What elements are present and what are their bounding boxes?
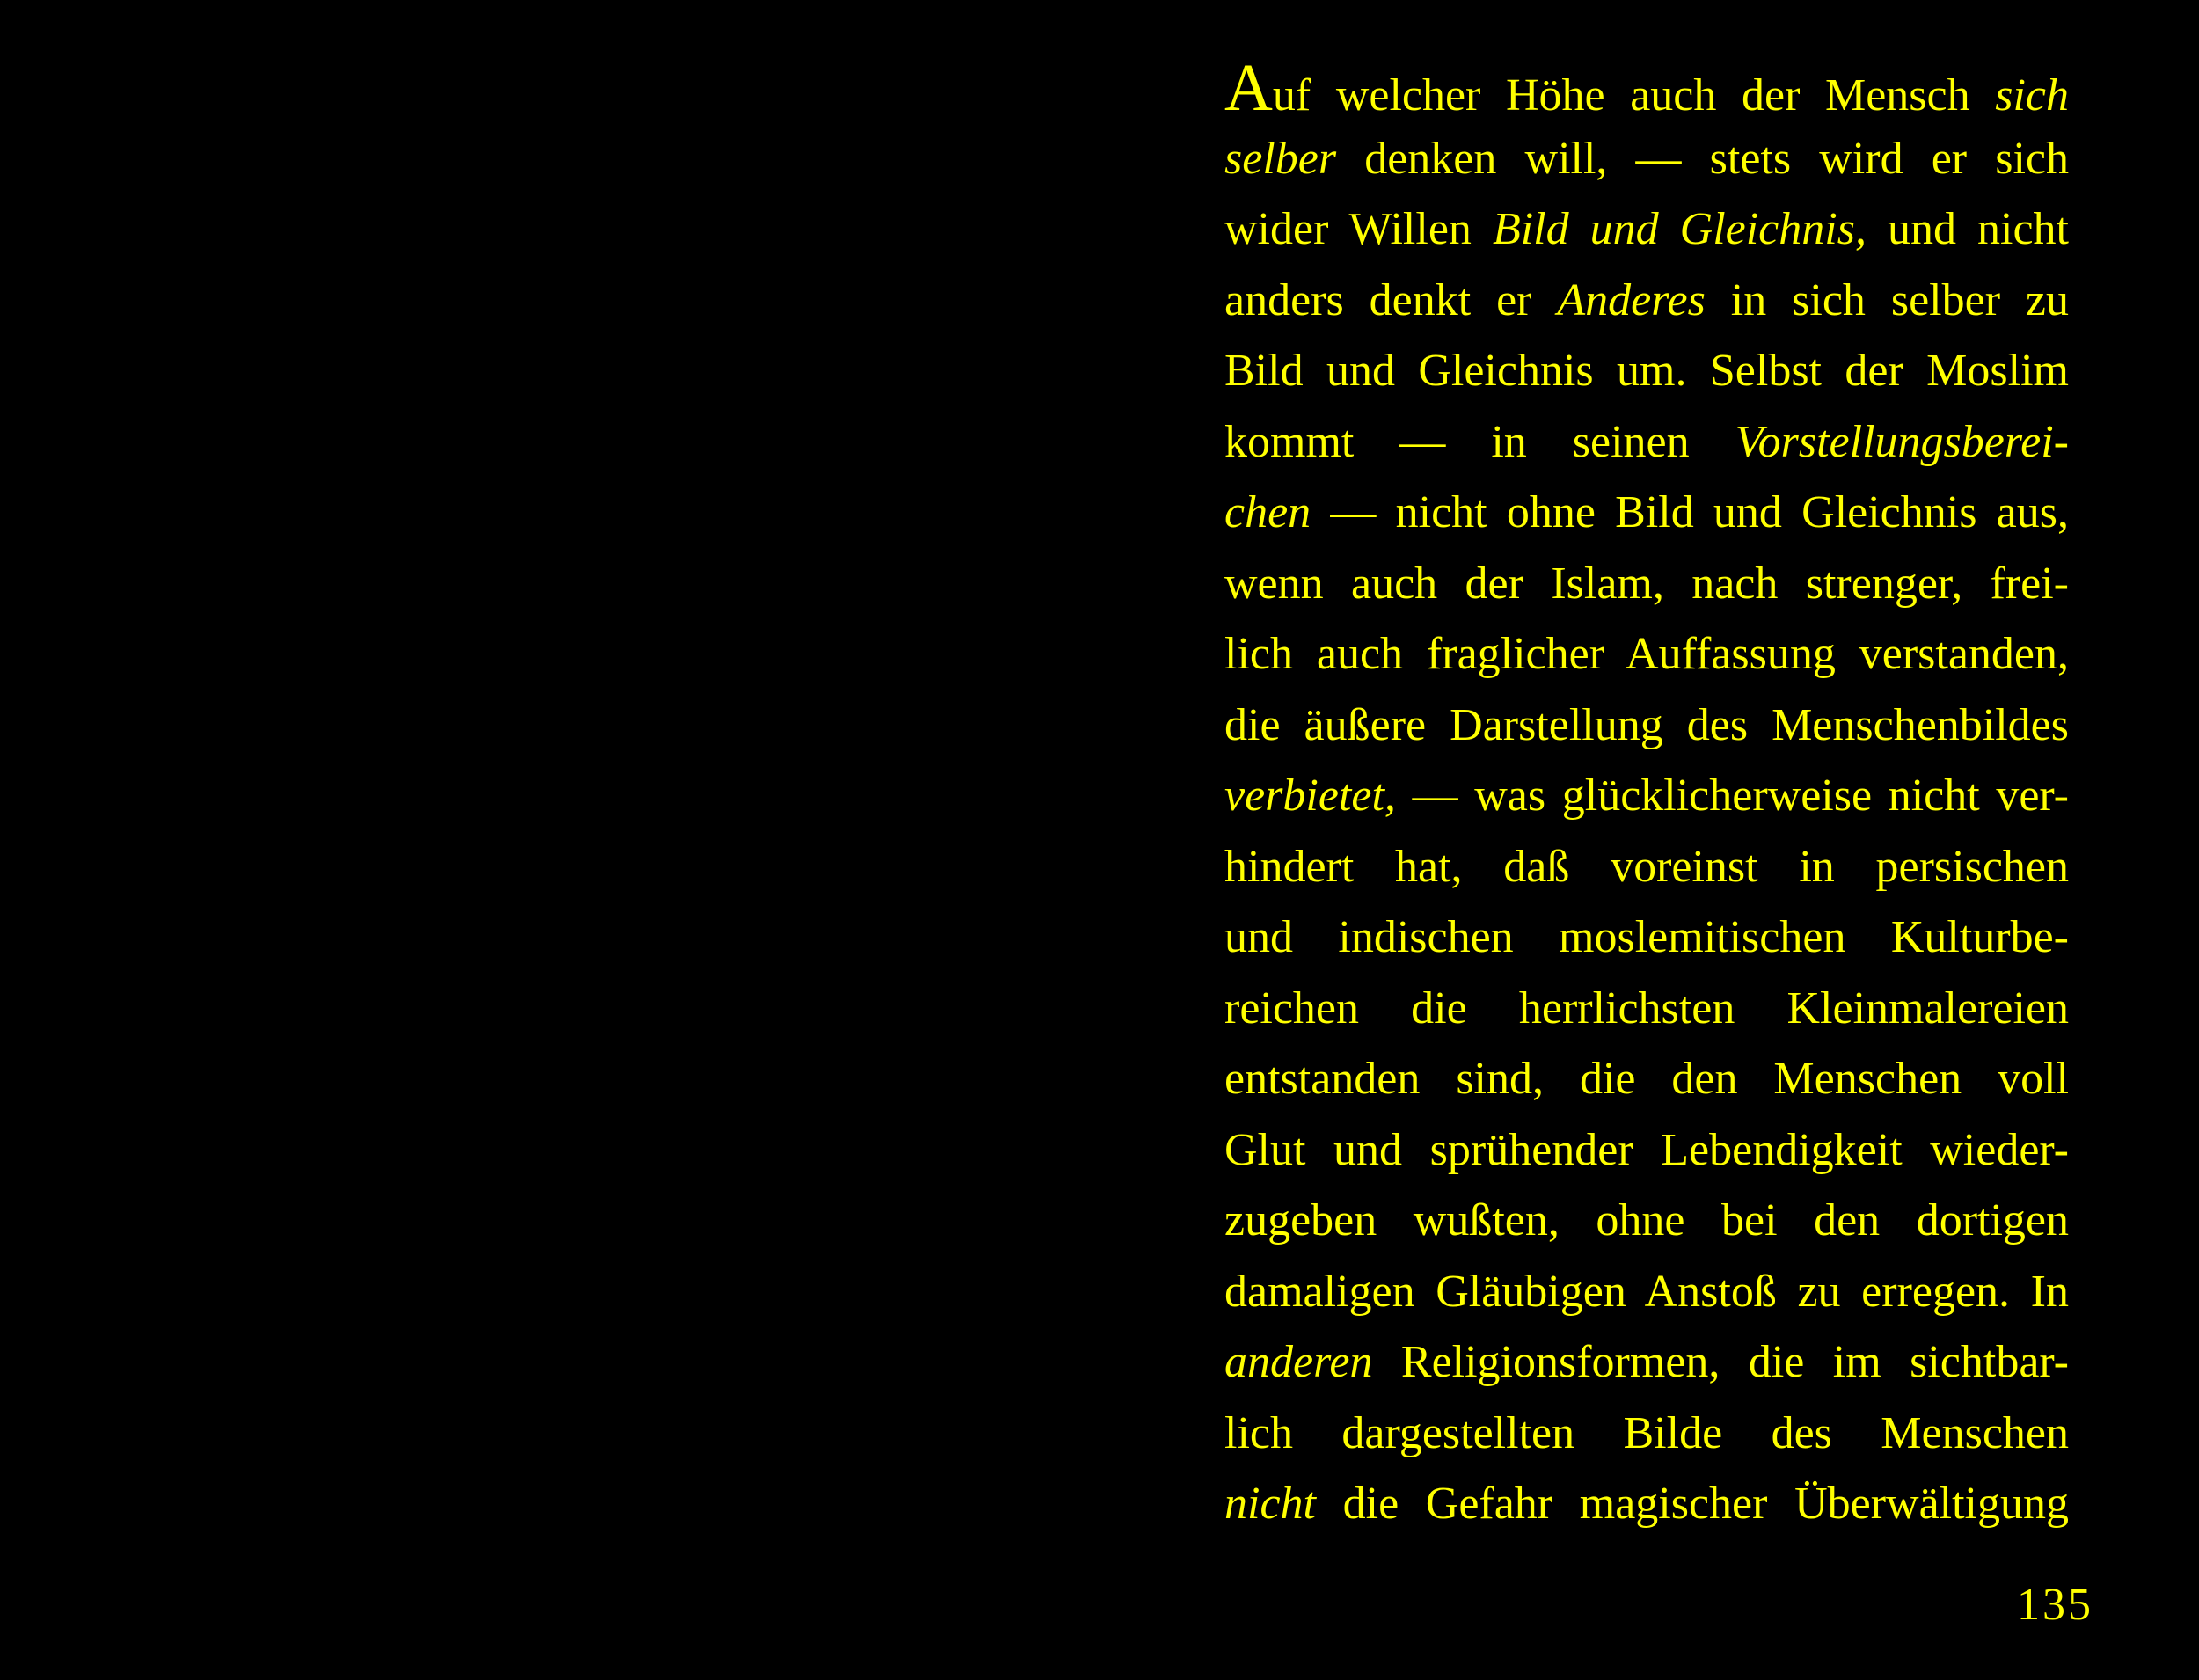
italic-phrase: nicht <box>1224 1479 1316 1529</box>
text-run: zugeben wußten, ohne bei den dortigen <box>1224 1195 2069 1245</box>
text-run: — nicht ohne Bild und Gleichnis aus, <box>1311 487 2069 537</box>
text-line <box>1224 690 2069 761</box>
page-number: 135 <box>2017 1580 2093 1630</box>
text-run: hindert hat, daß voreinst in persischen <box>1224 842 2069 892</box>
text-line <box>1224 1186 2069 1256</box>
text-run: entstanden sind, die den Menschen voll <box>1224 1054 2069 1104</box>
text-run: denken will, — stets wird er sich <box>1336 134 2069 184</box>
italic-phrase: anderen <box>1224 1337 1373 1387</box>
text-line <box>1224 1327 2069 1398</box>
text-run: und indischen moslemitischen Kulturbe- <box>1224 912 2069 962</box>
italic-phrase: Anderes <box>1557 275 1706 325</box>
text-run: uf welcher Höhe auch der Mensch <box>1272 70 1996 121</box>
text-line <box>1224 336 2069 406</box>
italic-phrase: selber <box>1224 134 1337 184</box>
text-run: — was glücklicherweise nicht ver- <box>1395 771 2069 821</box>
text-line <box>1224 266 2069 336</box>
text-line <box>1224 124 2069 194</box>
text-run: Religionsformen, die im sichtbar- <box>1372 1337 2069 1387</box>
italic-phrase: chen <box>1224 487 1311 537</box>
italic-phrase: Vorstellungsberei- <box>1735 417 2069 467</box>
text-run: die Gefahr magischer Überwältigung <box>1315 1479 2069 1529</box>
text-line <box>1224 1469 2069 1539</box>
text-run: Glut und sprühender Lebendigkeit wieder- <box>1224 1125 2069 1175</box>
text-run: in sich selber zu <box>1705 275 2070 325</box>
italic-phrase: sich <box>1995 70 2069 121</box>
right-page <box>1143 0 2199 1680</box>
text-line <box>1224 974 2069 1044</box>
text-line <box>1224 549 2069 619</box>
text-run: lich auch fraglicher Auffassung verstanden, <box>1224 629 2069 679</box>
text-line <box>1224 619 2069 690</box>
italic-phrase: verbietet, <box>1224 771 1396 821</box>
text-line <box>1224 1399 2069 1469</box>
text-run: wider Willen <box>1224 204 1493 254</box>
drop-cap: A <box>1224 51 1273 125</box>
text-line <box>1224 194 2069 265</box>
text-run: die äußere Darstellung des Menschenbildes <box>1224 700 2069 750</box>
text-run: wenn auch der Islam, nach strenger, frei- <box>1224 559 2069 609</box>
text-run: reichen die herrlichsten Kleinmalereien <box>1224 983 2069 1034</box>
text-run: kommt — in seinen <box>1224 417 1735 467</box>
text-run: und nicht <box>1866 204 2069 254</box>
text-run: anders denkt er <box>1224 275 1558 325</box>
italic-phrase: Bild und Gleichnis, <box>1492 204 1867 254</box>
text-line <box>1224 53 2069 123</box>
text-line <box>1224 1257 2069 1327</box>
text-line <box>1224 1115 2069 1186</box>
text-line <box>1224 1044 2069 1114</box>
text-run: damaligen Gläubigen Anstoß zu erregen. In <box>1224 1267 2069 1317</box>
text-line <box>1224 902 2069 973</box>
text-run: Bild und Gleichnis um. Selbst der Moslim <box>1224 346 2069 396</box>
text-line <box>1224 761 2069 831</box>
text-line <box>1224 407 2069 478</box>
text-run: lich dargestellten Bilde des Menschen <box>1224 1408 2069 1458</box>
text-line <box>1224 478 2069 548</box>
text-line <box>1224 832 2069 902</box>
